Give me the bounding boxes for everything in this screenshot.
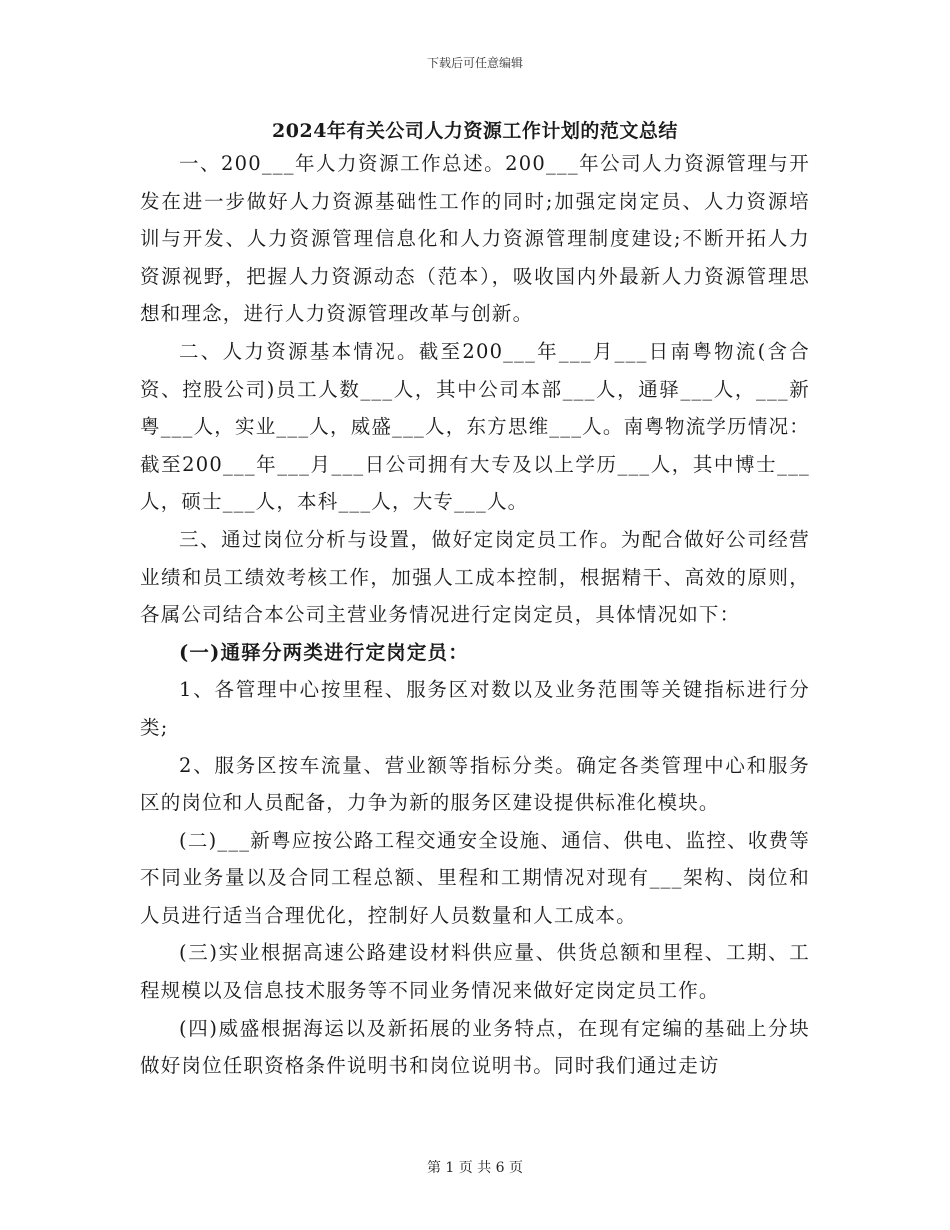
paragraph-post-analysis: 三、通过岗位分析与设置，做好定岗定员工作。为配合做好公司经营业绩和员工绩效考核工作，加强人工成本控制，根据精干、高效的原则，各属公司结合本公司主营业务情况进行定岗定员，具体情况如下：	[140, 527, 810, 627]
page-footer: 第 1 页 共 6 页	[426, 1160, 524, 1176]
paragraph-weisheng: (四)威盛根据海运以及新拓展的业务特点，在现有定编的基础上分块做好岗位任职资格条件说明书和岗位说明书。同时我们通过走访	[140, 1016, 810, 1078]
document-body	[140, 145, 810, 1085]
list-item-2: 2、服务区按车流量、营业额等指标分类。确定各类管理中心和服务区的岗位和人员配备，力争为新的服务区建设提供标准化模块。	[140, 753, 810, 815]
paragraph-summary: 一、200___年人力资源工作总述。200___年公司人力资源管理与开发在进一步做好人力资源基础性工作的同时;加强定岗定员、人力资源培训与开发、人力资源管理信息化和人力资源管理制度建设;不断开拓人力资源视野，把握人力资源动态（范本），吸收国内外最新人力资源管理思想和理念，进行人力资源管理改革与创新。	[140, 152, 810, 326]
paragraph-shiye: (三)实业根据高速公路建设材料供应量、供货总额和里程、工期、工程规模以及信息技术服务等不同业务情况来做好定岗定员工作。	[140, 941, 810, 1003]
paragraph-xinyue: (二)___新粤应按公路工程交通安全设施、通信、供电、监控、收费等不同业务量以及合同工程总额、里程和工期情况对现有___架构、岗位和人员进行适当合理优化，控制好人员数量和人工成本。	[140, 828, 810, 927]
paragraph-basic-situation: 二、人力资源基本情况。截至200___年___月___日南粤物流(含合资、控股公司)员工人数___人，其中公司本部___人，通驿___人，___新粤___人，实业___人，威盛___人，东方思维___人。南粤物流学历情况：截至200___年___月___日公司拥有大专及以上学历___人，其中博士___人，硕士___人，本科___人，大专___人。	[140, 339, 810, 514]
section-heading-tongyi: (一)通驿分两类进行定岗定员：	[179, 640, 469, 664]
list-item-1: 1、各管理中心按里程、服务区对数以及业务范围等关键指标进行分类;	[140, 678, 810, 739]
document-title: 2024年有关公司人力资源工作计划的范文总结	[272, 120, 678, 142]
header-note: 下载后可任意编辑	[426, 56, 523, 70]
